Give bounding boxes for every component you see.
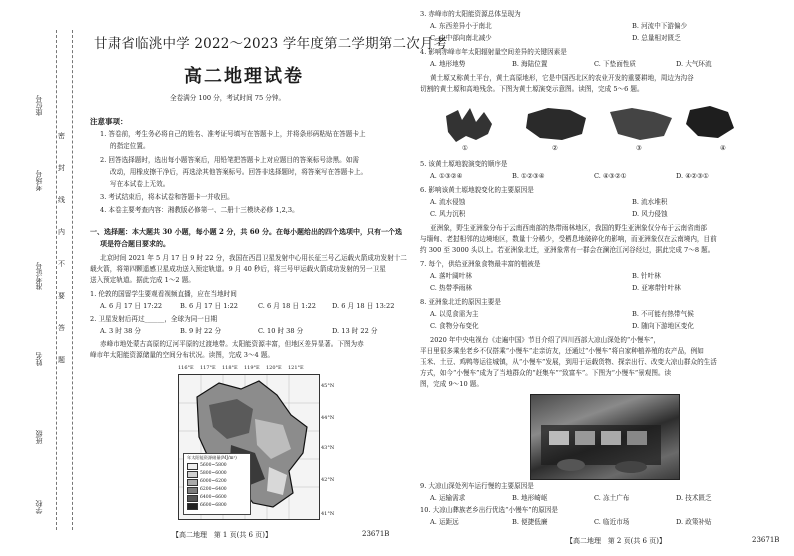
intro-line: 玉米、土豆、鸡鸭等运往城镇，从“小慢车”发展，到用于运载货物、探亲出行、改变大凉山群众的生活 [420,358,717,366]
intro-line: 赤峰市地处蒙古高原的辽河平原的过渡地带。太阳能资源丰富，但地区差异显著。下图为赤 [100,340,364,348]
legend-title: 年太阳能资源储量(MJ/m²) [187,455,237,460]
note-line: 写在本试卷上无效。 [110,180,170,188]
note-line: 1. 答卷前，考生务必将自己的姓名、准考证号填写在答题卡上，并将条形码粘贴在答题卡上 [100,130,366,138]
note-line: 改动，用橡皮擦干净后，再选涂其他答案标号。回答非选择题时，将答案写在答题卡上。 [110,168,368,176]
note-line: 2. 回答选择题时，选出每小题答案后，用铅笔把答题卡上对应题目的答案标号涂黑。如需 [100,156,359,164]
q8-option-c[interactable]: C. 食物分布变化 [430,322,479,330]
intro-line: 亚洲象，野生亚洲象分布于云南西南部的热带雨林地区，我国的野生亚洲象仅分布于云南省南部 [430,224,707,232]
q8-option-b[interactable]: B. 不可能有热带气候 [632,310,694,318]
notes-heading: 注意事项： [90,117,128,126]
section-heading-cont: 项是符合题目要求的。 [100,239,170,248]
school-label: 学校 [35,500,43,514]
lat-label: 43°N [321,445,335,451]
q4-option-c[interactable]: C. 下垫面性质 [594,60,636,68]
question-5: 5. 该黄土塬地貌演变的顺序是 [420,160,508,168]
footer-left-code: 23671B [362,530,390,538]
seal-text: 密 封 线 内 不 要 答 题 [58,132,65,364]
exam-no-label: 考场号 [35,170,43,191]
q1-option-d[interactable]: D. 6 月 18 日 13:22 [332,302,395,310]
lat-label: 42°N [321,477,335,483]
fig-label: ④ [720,144,726,152]
note-line: 的指定位置。 [110,142,150,150]
exam-title: 甘肃省临洮中学 2022～2023 学年度第二学期第二次月考 [94,36,448,52]
q9-option-a[interactable]: A. 运输需求 [430,494,466,502]
q4-option-d[interactable]: D. 大气环流 [676,60,712,68]
q2-option-a[interactable]: A. 3 时 38 分 [100,327,142,335]
slow-train-photo [530,394,680,480]
q8-option-a[interactable]: A. 以觅食需为主 [430,310,479,318]
lat-label: 44°N [321,415,335,421]
loess-evolution-figure [440,100,740,152]
ticket-no-label: 准考证号 [35,262,43,290]
lon-label: 117°E [200,365,216,371]
seal-line [72,30,73,530]
question-4: 4. 影响赤峰市年太阳辐射量空间差异的关键因素是 [420,48,567,56]
q6-option-b[interactable]: B. 流水堆积 [632,198,668,206]
lon-label: 121°E [288,365,304,371]
lon-label: 120°E [266,365,282,371]
q5-option-d[interactable]: D. ④②③① [676,172,709,180]
intro-line: 切割的黄土塬和高地残余。下图为黄土塬演变示意图。读图，完成 5～6 题。 [420,85,644,93]
lon-label: 119°E [244,365,260,371]
q7-option-d[interactable]: D. 亚寒带针叶林 [632,284,681,292]
q1-option-b[interactable]: B. 6 月 17 日 1:22 [180,302,239,310]
intro-line: 峰市年太阳能资源储量的空间分布状况。读图，完成 3～4 题。 [90,351,275,359]
q9-option-c[interactable]: C. 冻土广布 [594,494,630,502]
fig-label: ① [462,144,468,152]
q2-option-d[interactable]: D. 13 时 22 分 [332,327,378,335]
footer-right-code: 23671B [752,536,780,544]
intro-line: 载火箭，将第四颗遥感卫星成功送入预定轨道。9 月 40 秒后，将三号甲运载火箭成功发射的另一卫星 [90,265,386,273]
intro-line: 2020 年中央电视台《走遍中国》节目介绍了四川西部大凉山深处的“小慢车”， [430,336,661,344]
intro-line: 北京时间 2021 年 5 月 17 日 9 时 22 分，我国在西昌卫星发射中心用长征三号乙运载火箭成功发射十二 [100,254,407,262]
q1-option-a[interactable]: A. 6 月 17 日 17:22 [100,302,163,310]
q5-option-b[interactable]: B. ①②③④ [512,172,545,180]
note-line: 3. 考试结束后，将本试卷和答题卡一并收回。 [100,193,234,201]
question-10: 10. 大凉山彝族老乡出行优选“小慢车”的原因是 [420,506,559,514]
q7-option-a[interactable]: A. 落叶阔叶林 [430,272,472,280]
intro-line: 平日里很多乘坐老乡不仅搭乘“小慢车”走亲访友，还通过“小慢车”将自家种植养殖的农产品，例如 [420,347,704,355]
footer-left: 【高二地理 第 1 页(共 6 页)】 [172,531,272,539]
question-6: 6. 影响该黄土塬地貌变化的主要原因是 [420,186,534,194]
legend-item: 6000~6200 [187,479,247,485]
exam-meta: 全卷满分 100 分，考试时间 75 分钟。 [170,94,286,102]
lon-label: 116°E [178,365,194,371]
q4-option-a[interactable]: A. 地形地势 [430,60,466,68]
seat-label: 座位号 [35,95,43,116]
question-9: 9. 大凉山深处列车运行慢的主要原因是 [420,482,534,490]
intro-line: 约 300 至 3000 头以上。若亚洲象北迁，亚洲象常有一群会在澜沧江河谷经过，据此完成 7～8 题。 [420,246,715,254]
question-7: 7. 每个，供给亚洲象食物最丰富的植被是 [420,260,541,268]
question-8: 8. 亚洲象北迁的原因主要是 [420,298,501,306]
q9-option-d[interactable]: D. 技术匮乏 [676,494,712,502]
q10-option-b[interactable]: B. 便捷低廉 [512,518,548,526]
q10-option-c[interactable]: C. 临近市场 [594,518,630,526]
intro-line: 与缅甸、老挝相邻的边境地区，数量十分稀少，受栖息地破碎化的影响，而亚洲象仅在云南境内，目前 [420,235,717,243]
intro-line: 黄土塬又称黄土平台，黄土高原地形，它是中国西北区的农业开发的重要耕地，周边为沟谷 [430,74,694,82]
q1-option-c[interactable]: C. 6 月 18 日 1:22 [258,302,316,310]
q3-option-c[interactable]: C. 由中部向南北减少 [430,34,492,42]
q2-option-b[interactable]: B. 9 时 22 分 [180,327,222,335]
paper-subtitle: 高二地理试卷 [184,66,304,87]
legend-item: 6600~6800 [187,503,247,509]
binding-line [56,30,57,530]
note-line: 4. 本卷主要考查内容：湘教版必修第一、二册十三模块必修 1,2,3。 [100,206,299,214]
class-label: 班级 [35,430,43,444]
q7-option-c[interactable]: C. 热带季雨林 [430,284,472,292]
q6-option-c[interactable]: C. 风力沉积 [430,210,466,218]
photo-svg [531,395,679,479]
q10-option-a[interactable]: A. 运距远 [430,518,459,526]
footer-right: 【高二地理 第 2 页(共 6 页)】 [566,537,666,545]
q6-option-d[interactable]: D. 风力侵蚀 [632,210,668,218]
question-2: 2. 卫星发射后再过______，全球为同一日期 [90,315,218,323]
intro-line: 方式，如今“小慢车”成为了当地群众的“赶集车”“致富车”。下图为“小慢车”景观图。读 [420,369,672,377]
q7-option-b[interactable]: B. 针叶林 [632,272,661,280]
name-label: 姓名 [35,352,43,366]
map-legend [183,453,251,515]
map-frame [178,374,320,520]
q3-option-b[interactable]: B. 河流中下游偏少 [632,22,688,30]
q3-option-d[interactable]: D. 总量相对匮乏 [632,34,681,42]
q6-option-a[interactable]: A. 流水侵蚀 [430,198,466,206]
fig-label: ③ [636,144,642,152]
q5-option-a[interactable]: A. ①③②④ [430,172,463,180]
lat-label: 45°N [321,383,335,389]
question-1: 1. 伦敦的国留学生要观看视频直播，应在当地时间 [90,290,237,298]
intro-line: 图，完成 9～10 题。 [420,380,483,388]
legend-item: 6200~6400 [187,487,247,493]
fig-label: ② [552,144,558,152]
lon-label: 118°E [222,365,238,371]
intro-line: 送入预定轨道。据此完成 1～2 题。 [90,276,195,284]
q5-option-c[interactable]: C. ④③②① [594,172,627,180]
q8-option-d[interactable]: D. 随向下游地区变化 [632,322,694,330]
question-3: 3. 赤峰市的太阳能资源总体呈现为 [420,10,521,18]
solar-map-figure [178,364,348,520]
legend-item: 5800~6000 [187,471,247,477]
q4-option-b[interactable]: B. 海陆位置 [512,60,548,68]
q3-option-a[interactable]: A. 东西差异小于南北 [430,22,492,30]
legend-item: 5600~5800 [187,463,247,469]
q2-option-c[interactable]: C. 10 时 38 分 [258,327,304,335]
q9-option-b[interactable]: B. 地形崎岖 [512,494,548,502]
legend-item: 6400~6600 [187,495,247,501]
section-heading: 一、选择题：本大题共 30 小题，每小题 2 分，共 60 分。在每小题给出的四个选项中，只有一个选 [90,227,402,236]
q10-option-d[interactable]: D. 政策补贴 [676,518,712,526]
lat-label: 41°N [321,511,335,517]
